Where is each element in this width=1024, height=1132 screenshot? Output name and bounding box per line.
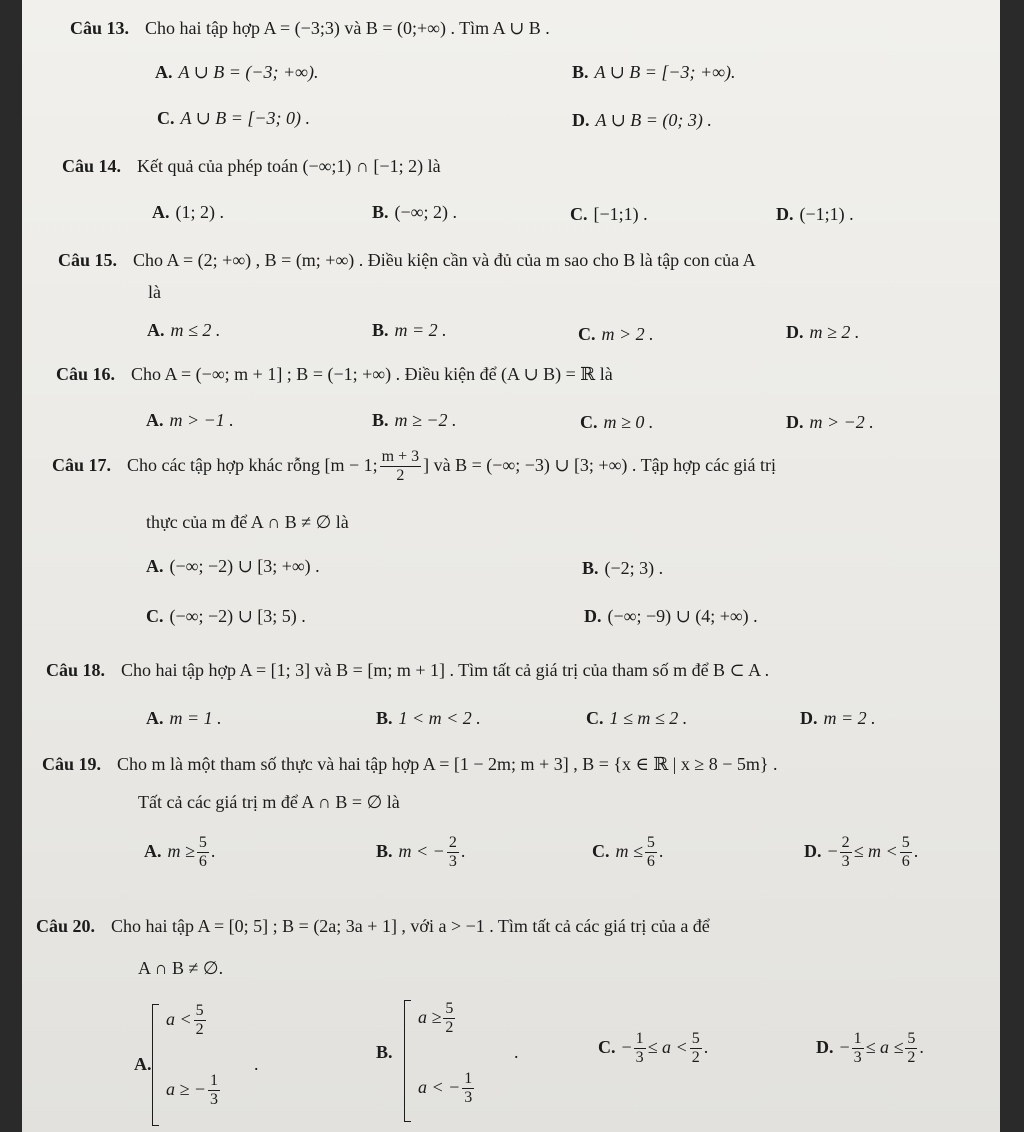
q20-option-b[interactable]: B. a ≥ $\frac{5}{2}$ a < − $\frac{1}{3}$ .	[372, 1000, 532, 1128]
q19-option-c[interactable]: C. m ≤ $\frac{5}{6}$ .	[592, 834, 664, 871]
q16-option-b[interactable]: B. m ≥ −2 .	[372, 410, 457, 430]
q14-option-a[interactable]: A. (1; 2) .	[152, 202, 224, 222]
question-15-text: Cho A = (2; +∞) , B = (m; +∞) . Điều kiện cần và đủ của m sao cho B là tập con của A	[133, 250, 756, 270]
q13-option-d[interactable]: D. A ∪ B = (0; 3) .	[572, 110, 712, 130]
q17-option-a[interactable]: A. (−∞; −2) ∪ [3; +∞) .	[146, 556, 320, 576]
question-14-text: Kết quả của phép toán (−∞;1) ∩ [−1; 2) là	[137, 156, 441, 176]
q15-option-d[interactable]: D. m ≥ 2 .	[786, 322, 860, 342]
q13-option-b[interactable]: B. A ∪ B = [−3; +∞).	[572, 62, 736, 82]
q13-option-c[interactable]: C. A ∪ B = [−3; 0) .	[157, 108, 311, 128]
q19-option-d[interactable]: D. − $\frac{2}{3}$ ≤ m < $\frac{5}{6}$ .	[804, 834, 919, 871]
question-17	[52, 448, 776, 486]
question-17-label: Câu 17.	[52, 455, 112, 476]
q17-option-d[interactable]: D. (−∞; −9) ∪ (4; +∞) .	[584, 606, 758, 626]
question-16-text: Cho A = (−∞; m + 1] ; B = (−1; +∞) . Điều kiện để (A ∪ B) = ℝ là	[131, 364, 613, 384]
question-15	[58, 250, 756, 271]
q16-option-a[interactable]: A. m > −1 .	[146, 410, 234, 430]
q20-option-a[interactable]: A. a < $\frac{5}{2}$ a ≥ − $\frac{1}{3}$ .	[128, 1000, 288, 1128]
q16-option-d[interactable]: D. m > −2 .	[786, 412, 874, 432]
q20-option-c[interactable]: C. − $\frac{1}{3}$ ≤ a < $\frac{5}{2}$ .	[598, 1030, 709, 1067]
question-14-label: Câu 14.	[62, 156, 122, 176]
question-13	[70, 18, 550, 39]
q19-option-a[interactable]: A. m ≥ $\frac{5}{6}$ .	[144, 834, 216, 871]
question-20	[36, 916, 710, 937]
q20-a-bracket	[152, 1004, 159, 1126]
question-20-continuation: A ∩ B ≠ ∅.	[138, 958, 224, 978]
question-20-label: Câu 20.	[36, 916, 96, 936]
q13-option-a[interactable]: A. A ∪ B = (−3; +∞).	[155, 62, 319, 82]
question-18-text: Cho hai tập hợp A = [1; 3] và B = [m; m + 1] . Tìm tất cả giá trị của tham số m để B ⊂ A .	[121, 660, 770, 680]
q14-option-d[interactable]: D. (−1;1) .	[776, 204, 854, 224]
question-17-text-after: ] và B = (−∞; −3) ∪ [3; +∞) . Tập hợp các giá trị	[423, 455, 777, 476]
q17-option-b[interactable]: B. (−2; 3) .	[582, 558, 664, 578]
q16-option-c[interactable]: C. m ≥ 0 .	[580, 412, 654, 432]
question-17-text-before: Cho các tập hợp khác rỗng [m − 1;	[127, 455, 378, 476]
question-14	[62, 156, 441, 177]
question-18-label: Câu 18.	[46, 660, 106, 680]
question-13-label: Câu 13.	[70, 18, 130, 38]
question-15-label: Câu 15.	[58, 250, 118, 270]
q15-option-c[interactable]: C. m > 2 .	[578, 324, 654, 344]
question-13-text: Cho hai tập hợp A = (−3;3) và B = (0;+∞) . Tìm A ∪ B .	[145, 18, 550, 38]
q20-option-d[interactable]: D. − $\frac{1}{3}$ ≤ a ≤ $\frac{5}{2}$ .	[816, 1030, 924, 1067]
q18-option-b[interactable]: B. 1 < m < 2 .	[376, 708, 481, 728]
q17-fraction: $\frac{m + 3}{2}$	[381, 448, 420, 485]
question-17-continuation: thực của m để A ∩ B ≠ ∅ là	[146, 512, 349, 532]
q18-option-d[interactable]: D. m = 2 .	[800, 708, 876, 728]
question-16	[56, 364, 613, 385]
question-18	[46, 660, 769, 681]
question-19-text: Cho m là một tham số thực và hai tập hợp A = [1 − 2m; m + 3] , B = {x ∈ ℝ | x ≥ 8 − 5m} .	[117, 754, 778, 774]
question-19	[42, 754, 778, 775]
question-15-continuation: là	[148, 282, 161, 302]
q18-option-a[interactable]: A. m = 1 .	[146, 708, 222, 728]
q14-option-b[interactable]: B. (−∞; 2) .	[372, 202, 457, 222]
q17-option-c[interactable]: C. (−∞; −2) ∪ [3; 5) .	[146, 606, 306, 626]
question-19-label: Câu 19.	[42, 754, 102, 774]
question-20-text: Cho hai tập A = [0; 5] ; B = (2a; 3a + 1] , với a > −1 . Tìm tất cả các giá trị của a để	[111, 916, 710, 936]
q15-option-a[interactable]: A. m ≤ 2 .	[147, 320, 221, 340]
q19-option-b[interactable]: B. m < − $\frac{2}{3}$ .	[376, 834, 466, 871]
question-19-continuation: Tất cả các giá trị m để A ∩ B = ∅ là	[138, 792, 400, 812]
q20-b-bracket	[404, 1000, 411, 1122]
q18-option-c[interactable]: C. 1 ≤ m ≤ 2 .	[586, 708, 688, 728]
question-16-label: Câu 16.	[56, 364, 116, 384]
q15-option-b[interactable]: B. m = 2 .	[372, 320, 447, 340]
q14-option-c[interactable]: C. [−1;1) .	[570, 204, 648, 224]
